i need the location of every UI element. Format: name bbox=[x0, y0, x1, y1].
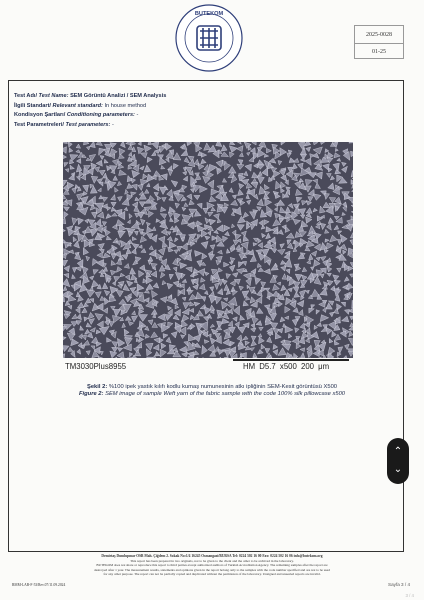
condition-label-tr: Kondisyon Şartları/ bbox=[14, 112, 66, 118]
condition-value: - bbox=[134, 112, 139, 118]
condition-line bbox=[14, 111, 166, 121]
standard-line bbox=[14, 102, 166, 112]
test-name-label-tr: Test Adı/ bbox=[14, 93, 37, 99]
sem-scale-line bbox=[233, 359, 349, 361]
sem-instrument-label: TM3030Plus8955 bbox=[65, 362, 127, 371]
condition-label-en: Conditioning parameters: bbox=[65, 112, 135, 118]
sem-image bbox=[63, 142, 353, 358]
document-code-box bbox=[354, 25, 404, 59]
params-label-tr: Test Parametreleri/ bbox=[14, 121, 64, 128]
figure-caption-tr bbox=[0, 384, 424, 391]
butekom-logo bbox=[174, 3, 244, 73]
footer-line-2: BUTEKOM does not share or reproduce this report to third parties except authorized auditors of Turkish Accreditation Agency. The remaining samples after the report are bbox=[96, 563, 328, 568]
document-code-date: 01-25 bbox=[355, 43, 403, 60]
footer-line-4: for any other purpose. The report can not be partially copied and duplicated without the permission of the laboratory. Unsigned and unsealed reports are invalid. bbox=[103, 572, 321, 577]
scroll-control[interactable] bbox=[387, 438, 409, 484]
standard-label-tr: İlgili Standart/ bbox=[14, 102, 51, 109]
page-number-faded: 3 / 4 bbox=[405, 593, 414, 598]
params-label-en: Test parameters: bbox=[63, 121, 111, 128]
standard-label-en: Relevant standard: bbox=[51, 102, 103, 109]
footer-line-3: destroyed after 1 year. The measurement results, statements and opinions given in the report belong only to the samples with the code number specified and are not to be used bbox=[94, 567, 330, 572]
footer-line-1: This report has been prepared in two originals, not to be given to the client and the other to be archived in the laboratory. bbox=[130, 559, 294, 563]
scroll-up-icon[interactable]: ⌃ bbox=[393, 445, 403, 457]
test-name-label-en: Test Name: bbox=[37, 93, 69, 99]
figure-caption-tr-label: Şekil 2: bbox=[86, 384, 108, 390]
footer-disclaimer bbox=[20, 559, 404, 577]
test-name-line bbox=[14, 92, 166, 102]
sem-parameters: HM D5.7 x500 200 μm bbox=[243, 362, 330, 371]
params-line bbox=[14, 121, 166, 131]
page-number: Sayfa 3 / 4 bbox=[388, 582, 410, 587]
svg-text:BUTEKOM: BUTEKOM bbox=[194, 11, 224, 17]
test-name-value: SEM Görüntü Analizi / SEM Analysis bbox=[68, 93, 167, 99]
figure-caption-en-label: Figure 2: bbox=[78, 391, 104, 397]
test-info bbox=[14, 92, 166, 130]
figure-caption-en bbox=[0, 391, 424, 398]
document-code-number: 2025-0028 bbox=[366, 31, 392, 38]
standard-value: In house method bbox=[102, 102, 147, 109]
params-value: - bbox=[110, 121, 114, 128]
form-code: RMM-LAB-F-53/Rev.07/11.09.2024 bbox=[12, 583, 66, 587]
footer-address: Demirtaş Dumlupınar OSB Mah. Çiğdem 2. Sokak No:1/4 16245 Osmangazi/BURSA Tel: 0224 502 16 00 Fax: 0224 502 16 06 info@butekom.org bbox=[101, 554, 323, 558]
sem-info-bar bbox=[63, 358, 353, 373]
figure-caption-tr-text: %100 ipek yastık kılıfı kodlu kumaş numunesinin atkı ipliğinin SEM-Kesit görüntüsü X500 bbox=[107, 384, 338, 390]
figure-caption-en-text: SEM image of sample Weft yarn of the fabric sample with the code 100% silk pillowcase x500 bbox=[103, 391, 346, 397]
scroll-down-icon[interactable]: ⌄ bbox=[393, 464, 403, 476]
